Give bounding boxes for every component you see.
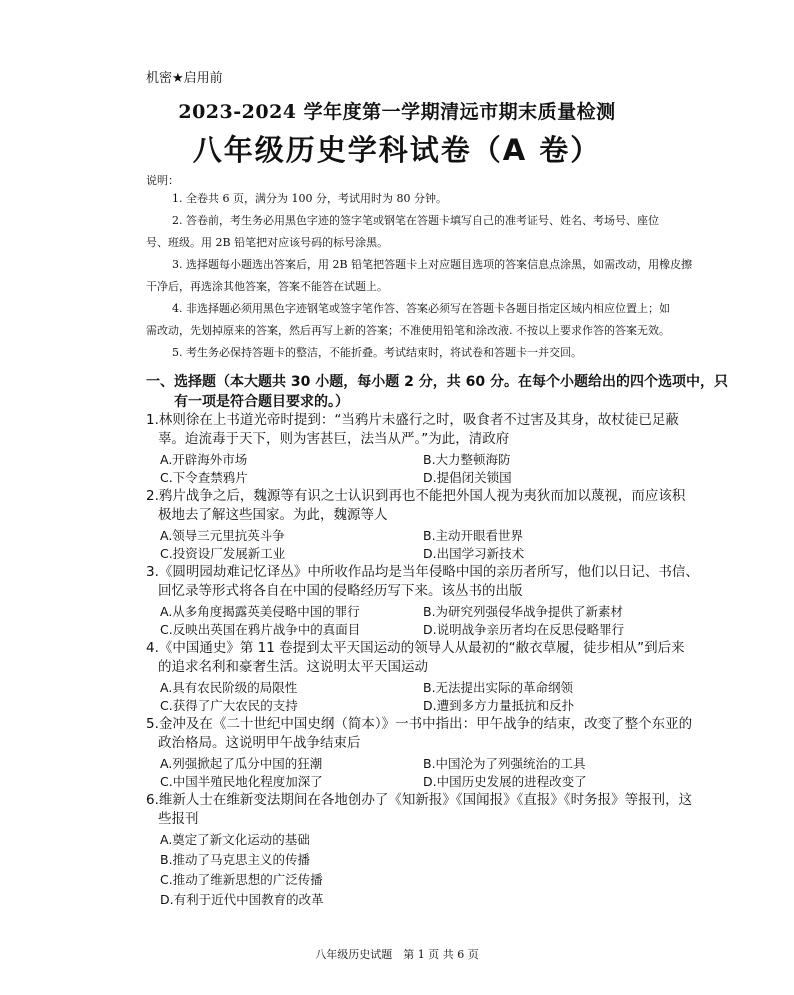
note-line: 需改动，先划掉原来的答案，然后再写上新的答案；不准使用铅笔和涂改液. 不按以上要求作答的答案无效。 [146, 324, 670, 337]
option-d[interactable]: D.出国学习新技术 [423, 546, 525, 561]
note-line: 5. 考生务必保持答题卡的整洁，不能折叠。考试结束时，将试卷和答题卡一并交回。 [172, 346, 582, 359]
option-c[interactable]: C.中国半殖民地化程度加深了 [160, 774, 323, 789]
question-3 [146, 563, 716, 601]
option-c[interactable]: C.反映出英国在鸦片战争中的真面目 [160, 622, 361, 637]
option-d[interactable]: D.提倡闭关锁国 [423, 470, 512, 485]
option-d[interactable]: D.有利于近代中国教育的改革 [160, 892, 324, 907]
option-c[interactable]: C.下令查禁鸦片 [160, 470, 248, 485]
option-a[interactable]: A.具有农民阶级的局限性 [160, 680, 298, 695]
question-2 [146, 487, 716, 525]
option-d[interactable]: D.中国历史发展的进程改变了 [423, 774, 587, 789]
question-stem: 政治格局。这说明甲午战争结束后 [158, 735, 361, 751]
exam-title: 2023-2024 学年度第一学期清远市期末质量检测 [178, 101, 616, 123]
option-a[interactable]: A.奠定了新文化运动的基础 [160, 832, 310, 847]
option-a[interactable]: A.从多角度揭露英美侵略中国的罪行 [160, 604, 360, 619]
option-b[interactable]: B.主动开眼看世界 [423, 528, 524, 543]
option-c[interactable]: C.获得了广大农民的支持 [160, 698, 298, 713]
note-line: 2. 答卷前，考生务必用黑色字迹的签字笔或钢笔在答题卡填写自己的准考证号、姓名、考场号、座位 [172, 214, 659, 227]
question-stem: 2.鸦片战争之后，魏源等有识之士认识到再也不能把外国人视为夷狄而加以蔑视，而应该积 [146, 488, 686, 504]
option-b[interactable]: B.大力整顿海防 [423, 452, 511, 467]
note-line: 干净后，再选涂其他答案，答案不能答在试题上。 [146, 280, 388, 293]
section-heading-line: 一、选择题（本大题共 30 小题，每小题 2 分，共 60 分。在每个小题给出的四个选项中，只 [146, 374, 728, 390]
note-line: 号、班级。用 2B 铅笔把对应该号码的标号涂黑。 [146, 236, 389, 249]
option-c[interactable]: C.投资设厂发展新工业 [160, 546, 286, 561]
option-d[interactable]: D.说明战争亲历者均在反思侵略罪行 [423, 622, 625, 637]
note-line: 1. 全卷共 6 页，满分为 100 分，考试用时为 80 分钟。 [172, 192, 447, 205]
question-stem: 的追求名利和豪奢生活。这说明太平天国运动 [158, 659, 428, 675]
option-a[interactable]: A.领导三元里抗英斗争 [160, 528, 285, 543]
question-5 [146, 715, 716, 753]
option-b[interactable]: B.推动了马克思主义的传播 [160, 852, 311, 867]
option-b[interactable]: B.无法提出实际的革命纲领 [423, 680, 574, 695]
option-c[interactable]: C.推动了维新思想的广泛传播 [160, 872, 323, 887]
question-stem: 回忆录等形式将各自在中国的侵略经历写下来。该丛书的出版 [158, 583, 523, 599]
question-stem: 些报刊 [158, 811, 199, 827]
question-6 [146, 791, 716, 829]
question-stem: 5.金冲及在《二十世纪中国史纲（简本）》一书中指出：甲午战争的结束，改变了整个东亚的 [146, 716, 693, 732]
option-d[interactable]: D.遭到多方力量抵抗和反扑 [423, 698, 575, 713]
question-stem: 极地去了解这些国家。为此，魏源等人 [158, 507, 388, 523]
section-heading-line: 有一项是符合题目要求的。） [174, 394, 349, 410]
option-a[interactable]: A.开辟海外市场 [160, 452, 248, 467]
question-stem: 辜。迨流毒于天下，则为害甚巨，法当从严。”为此，清政府 [158, 431, 510, 447]
note-line: 3. 选择题每小题选出答案后，用 2B 铅笔把答题卡上对应题目选项的答案信息点涂黑，如需改动，用橡皮擦 [172, 258, 693, 271]
confidential-label: 机密★启用前 [146, 71, 223, 86]
question-1 [146, 411, 716, 449]
notes-heading: 说明： [146, 174, 179, 187]
question-stem: 4.《中国通史》第 11 卷提到太平天国运动的领导人从最初的“敝衣草履，徒步相从”到后来 [146, 640, 685, 656]
option-b[interactable]: B.中国沦为了列强统治的工具 [423, 756, 586, 771]
note-line: 4. 非选择题必须用黑色字迹钢笔或签字笔作答、答案必须写在答题卡各题目指定区域内相应位置上；如 [172, 302, 670, 315]
question-stem: 3.《圆明园劫难记忆译丛》中所收作品均是当年侵略中国的亲历者所写，他们以日记、书信、 [146, 564, 699, 580]
section-heading [146, 372, 746, 412]
exam-subtitle: 八年级历史学科试卷（A 卷） [192, 133, 602, 167]
option-b[interactable]: B.为研究列强侵华战争提供了新素材 [423, 604, 624, 619]
question-stem: 6.维新人士在维新变法期间在各地创办了《知新报》《国闻报》《直报》《时务报》等报刊，这 [146, 792, 693, 808]
page-footer: 八年级历史试题 第 1 页 共 6 页 [315, 948, 479, 961]
option-a[interactable]: A.列强掀起了瓜分中国的狂潮 [160, 756, 323, 771]
question-4 [146, 639, 716, 677]
question-stem: 1.林则徐在上书道光帝时提到：“当鸦片未盛行之时，吸食者不过害及其身，故杖徒已足蔽 [146, 412, 679, 428]
